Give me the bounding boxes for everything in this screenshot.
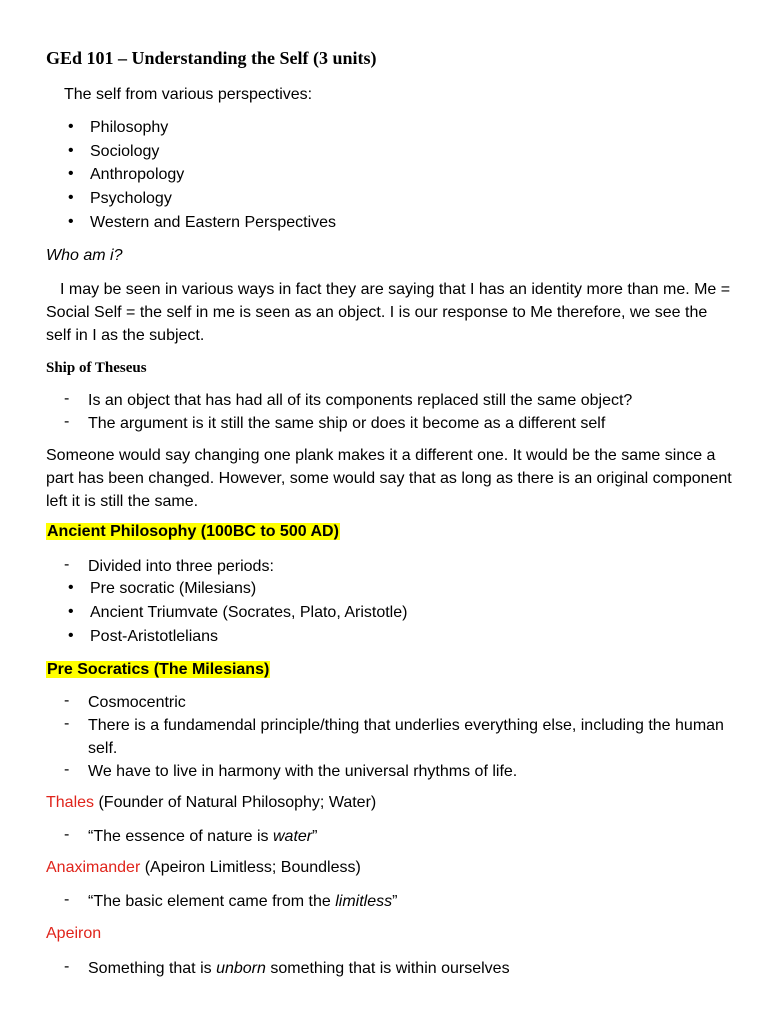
ancient-dash: Divided into three periods:	[88, 558, 274, 575]
list-item: Post-Aristotlelians	[90, 628, 219, 645]
who-am-i-heading: Who am i?	[46, 247, 123, 264]
thales-quote	[88, 825, 738, 848]
bullet-icon: •	[68, 142, 74, 159]
thales-heading	[46, 793, 376, 813]
thales-desc: (Founder of Natural Philosophy; Water)	[94, 794, 377, 811]
bullet-icon: •	[68, 579, 74, 596]
dash-icon: -	[64, 761, 70, 778]
list-item: Pre socratic (Milesians)	[90, 580, 257, 597]
quote-text: “The basic element came from the	[88, 893, 336, 910]
bullet-icon: •	[68, 118, 74, 135]
quote-emphasis: limitless	[335, 893, 393, 910]
dash-icon: -	[64, 692, 70, 709]
list-item: Sociology	[90, 143, 160, 160]
dash-icon: -	[64, 826, 70, 843]
dash-icon: -	[64, 390, 70, 407]
intro-text: The self from various perspectives:	[64, 86, 313, 103]
dash-icon: -	[64, 715, 70, 732]
quote-text: Something that is	[88, 960, 217, 977]
quote-text: ”	[312, 828, 318, 845]
thales-name: Thales	[46, 794, 95, 811]
list-item: Ancient Triumvate (Socrates, Plato, Aristotle)	[90, 604, 408, 621]
ancient-heading-wrap	[46, 522, 340, 542]
ship-heading: Ship of Theseus	[46, 360, 147, 376]
apeiron-quote	[88, 957, 738, 980]
ancient-heading: Ancient Philosophy (100BC to 500 AD)	[47, 523, 339, 540]
bullet-icon: •	[68, 603, 74, 620]
presocratics-point: Cosmocentric	[88, 694, 186, 711]
anaximander-heading	[46, 858, 361, 878]
anaximander-name: Anaximander	[46, 859, 141, 876]
dash-icon: -	[64, 958, 70, 975]
bullet-icon: •	[68, 627, 74, 644]
who-am-i-paragraph: I may be seen in various ways in fact they are saying that I has an identity more than me. Me = Social Self = the self in me is seen as an object. I is our response to Me therefore, we see the self in I as the subject.	[46, 281, 731, 344]
dash-icon: -	[64, 413, 70, 430]
ship-paragraph: Someone would say changing one plank makes it a different one. It would be the same since a part has been changed. However, some would say that as long as there is an original component left it is still the same.	[46, 447, 732, 510]
list-item: Anthropology	[90, 166, 185, 183]
quote-text: something that is within ourselves	[265, 960, 510, 977]
ship-point: The argument is it still the same ship or does it become as a different self	[88, 415, 606, 432]
quote-text: “The essence of nature is	[88, 828, 273, 845]
anaximander-desc: (Apeiron Limitless; Boundless)	[140, 859, 361, 876]
presocratics-heading-wrap	[46, 660, 270, 680]
ship-point: Is an object that has had all of its components replaced still the same object?	[88, 392, 633, 409]
page-title: GEd 101 – Understanding the Self (3 units)	[46, 48, 377, 68]
presocratics-heading: Pre Socratics (The Milesians)	[47, 661, 270, 678]
anaximander-quote	[88, 890, 738, 913]
presocratics-point: We have to live in harmony with the universal rhythms of life.	[88, 763, 518, 780]
dash-icon: -	[64, 891, 70, 908]
list-item: Psychology	[90, 190, 172, 207]
apeiron-heading: Apeiron	[46, 925, 102, 942]
presocratics-point: There is a fundamendal principle/thing that underlies everything else, including the human self.	[88, 717, 724, 757]
list-item: Philosophy	[90, 119, 169, 136]
quote-emphasis: water	[272, 828, 313, 845]
bullet-icon: •	[68, 213, 74, 230]
bullet-icon: •	[68, 165, 74, 182]
quote-emphasis: unborn	[216, 960, 266, 977]
quote-text: ”	[392, 893, 398, 910]
dash-icon: -	[64, 556, 70, 573]
bullet-icon: •	[68, 189, 74, 206]
list-item: Western and Eastern Perspectives	[90, 214, 337, 231]
